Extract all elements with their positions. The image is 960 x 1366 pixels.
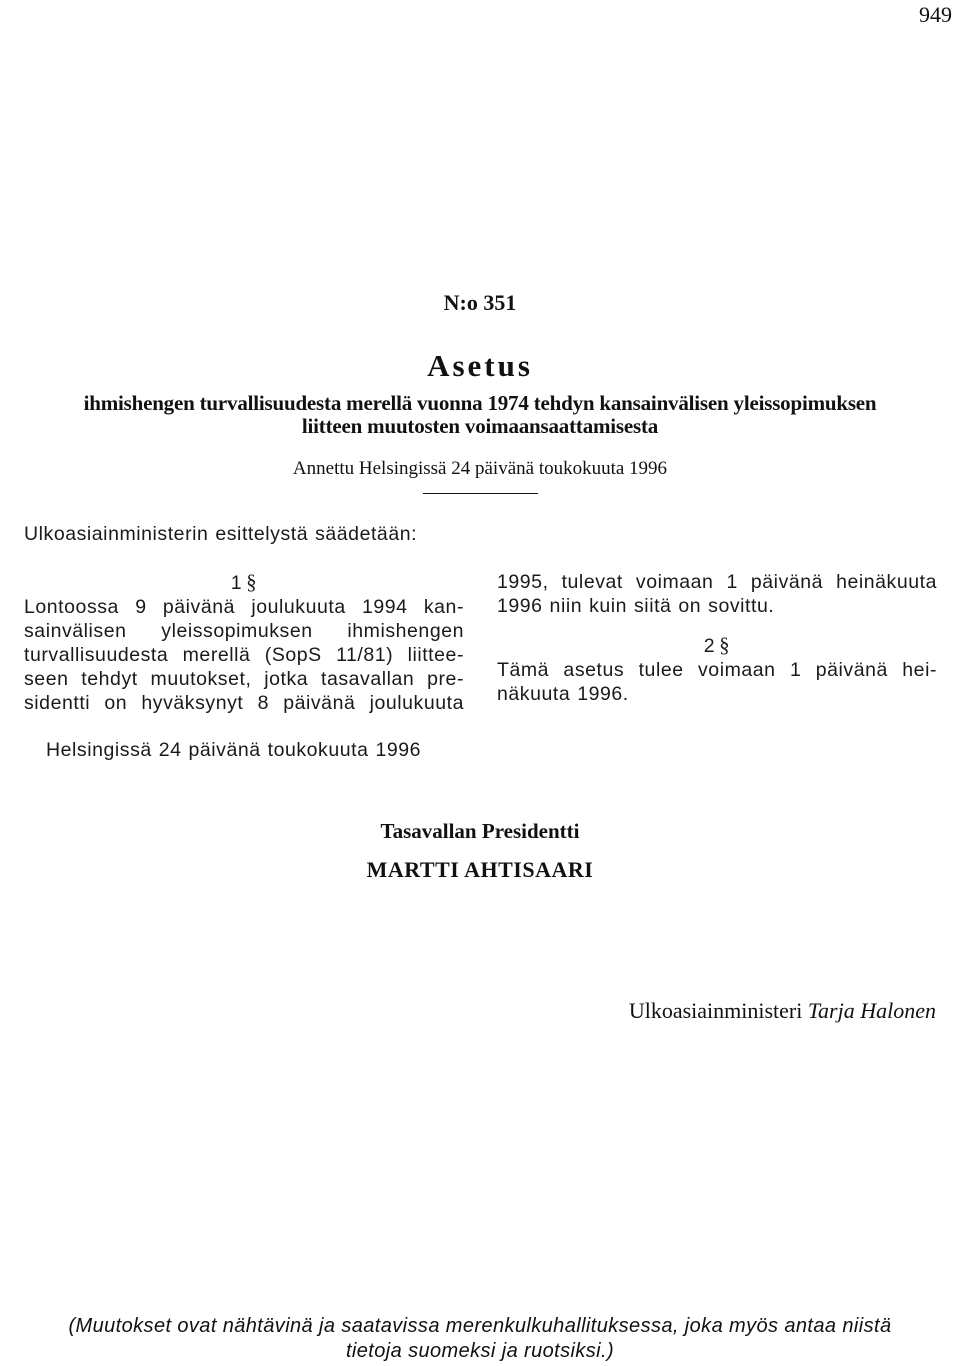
section-1-text-line: turvallisuudesta merellä (SopS 11/81) liittee- [24, 644, 464, 666]
section-1-text-line: sainvälisen yleissopimuksen ihmishengen [24, 620, 464, 642]
section-1-number: 1 [230, 572, 243, 594]
signatory-title: Tasavallan Presidentti [380, 819, 580, 843]
document-type-heading: Asetus [427, 348, 533, 383]
given-date-line: Annettu Helsingissä 24 päivänä toukokuuta 1996 [292, 458, 668, 479]
divider-rule [423, 493, 538, 494]
page-number: 949 [919, 2, 952, 27]
section-1-text-line: Lontoossa 9 päivänä joulukuuta 1994 kan- [24, 596, 464, 618]
countersignature [629, 998, 936, 1024]
section-1-text-line: seen tehdyt muutokset, jotka tasavallan pre- [24, 668, 464, 690]
document-title-line-2: liitteen muutosten voimaansaattamisesta [301, 414, 659, 438]
section-2-heading [497, 633, 937, 658]
issue-number: N:o 351 [443, 290, 517, 315]
section-1-text-line: sidentti on hyväksynyt 8 päivänä joulukuuta [24, 692, 464, 714]
footnote-line-1: (Muutokset ovat nähtävinä ja saatavissa merenkulkuhallituksessa, joka myös antaa niistä [68, 1315, 892, 1337]
section-1-text-line: 1996 niin kuin siitä on sovittu. [497, 595, 775, 617]
section-2-text-line: näkuuta 1996. [497, 683, 629, 705]
section-2-number: 2 [703, 635, 716, 657]
minister-title: Ulkoasiainministeri [628, 998, 803, 1023]
section-symbol: § [246, 570, 258, 594]
footnote-line-2: tietoja suomeksi ja ruotsiksi.) [345, 1340, 615, 1362]
right-column [497, 570, 937, 706]
signatory-name: MARTTI AHTISAARI [366, 857, 594, 882]
section-symbol: § [719, 633, 731, 657]
section-1-text-line: 1995, tulevat voimaan 1 päivänä heinäkuuta [497, 571, 937, 593]
intro-text: Ulkoasiainministerin esittelystä säädetään: [24, 523, 418, 545]
section-2-text-line: Tämä asetus tulee voimaan 1 päivänä hei- [497, 659, 937, 681]
minister-name: Tarja Halonen [807, 998, 936, 1023]
place-and-date: Helsingissä 24 päivänä toukokuuta 1996 [46, 739, 422, 761]
section-1-heading [24, 570, 464, 595]
document-title-line-1: ihmishengen turvallisuudesta merellä vuonna 1974 tehdyn kansainvälisen yleissopimuksen [83, 391, 877, 415]
left-column [24, 570, 464, 715]
footnote [0, 1314, 960, 1364]
